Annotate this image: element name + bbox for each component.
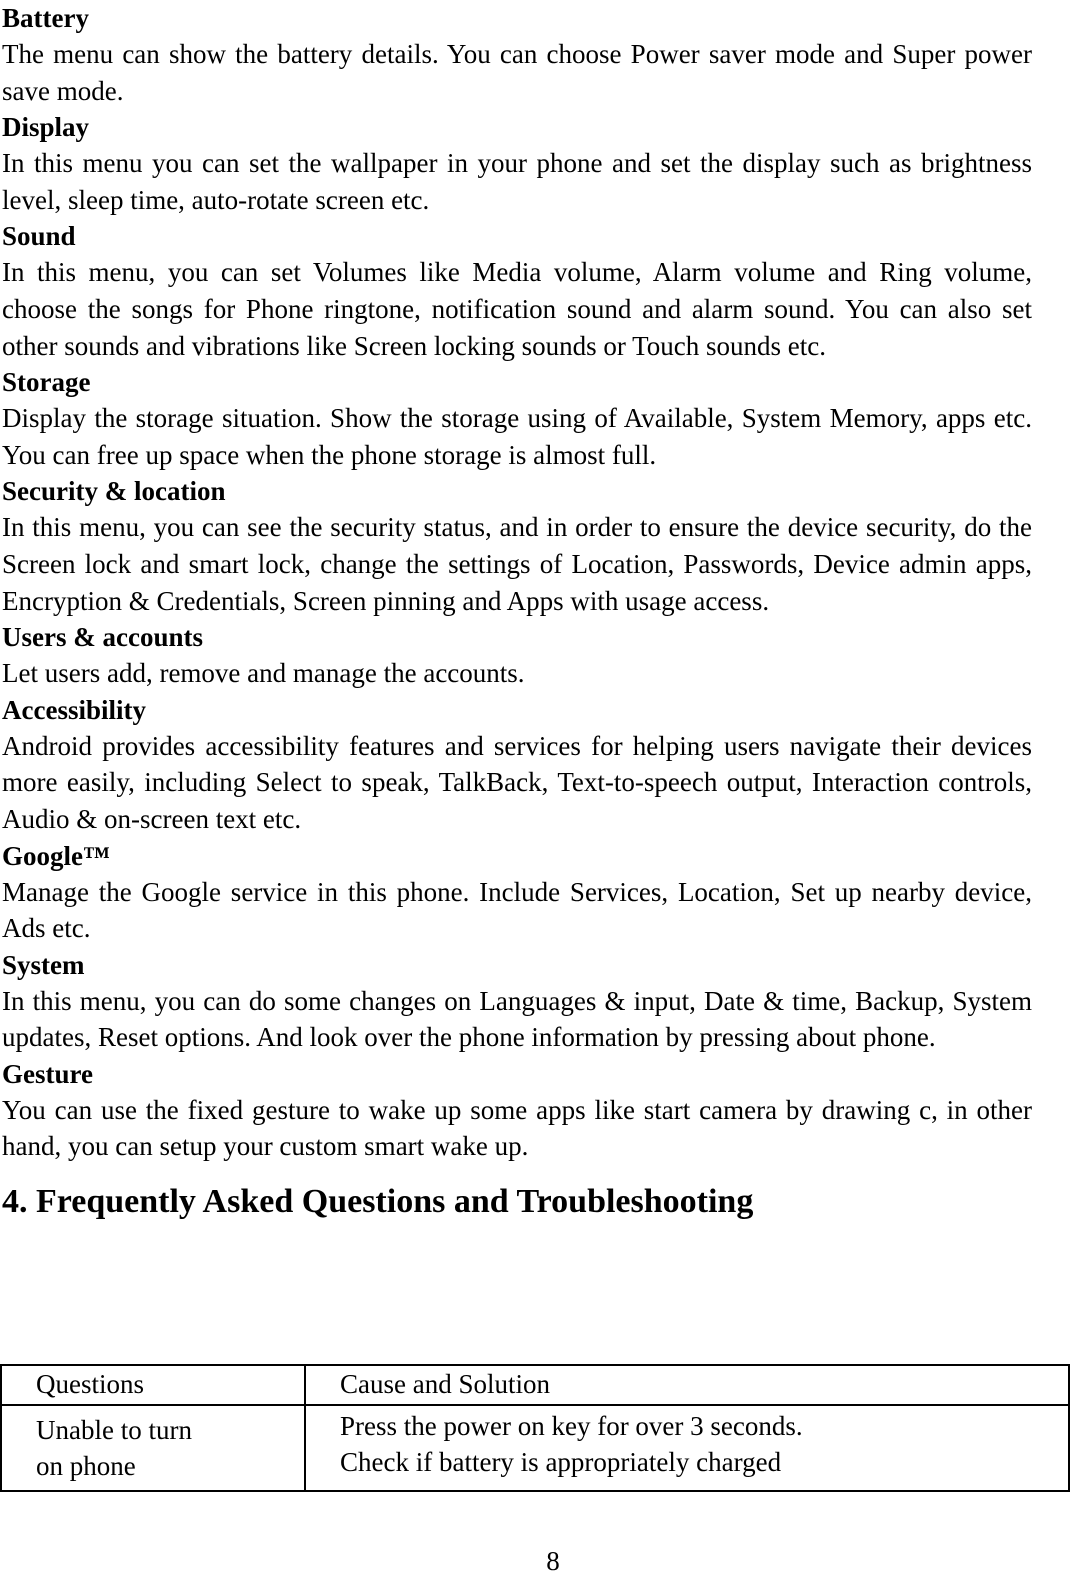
- section-title-battery: Battery: [2, 3, 89, 33]
- page-number: 8: [546, 1546, 560, 1576]
- section-title-accessibility: Accessibility: [2, 694, 146, 725]
- faq-question-line: Unable to turn: [36, 1415, 192, 1445]
- section-body-system: In this menu, you can do some changes on Languages & input, Date & time, Backup, System updates, Reset options. And look over the phone information by pressing about phone.: [2, 985, 1032, 1053]
- section-body-users: Let users add, remove and manage the accounts.: [2, 658, 525, 689]
- faq-question-cell: [1, 1405, 305, 1491]
- section-body-display: In this menu you can set the wallpaper in your phone and set the display such as brightness level, sleep time, auto-rotate screen etc.: [2, 148, 1032, 215]
- faq-answer-cell: [305, 1405, 1069, 1491]
- section-body-gesture: You can use the fixed gesture to wake up some apps like start camera by drawing c, in other hand, you can setup your custom smart wake up.: [2, 1094, 1032, 1162]
- faq-answer-line: Check if battery is appropriately charged: [340, 1447, 782, 1477]
- section-body-google: Manage the Google service in this phone. Include Services, Location, Set up nearby device, Ads etc.: [2, 876, 1032, 944]
- section-title-gesture: Gesture: [2, 1058, 93, 1089]
- faq-header-row: [1, 1365, 1069, 1405]
- section-title-display: Display: [2, 112, 90, 143]
- faq-table: [0, 1364, 1070, 1492]
- document-body: [2, 0, 1032, 1222]
- section-body-storage: Display the storage situation. Show the storage using of Available, System Memory, apps etc. You can free up space when the phone storage is almost full.: [2, 403, 1032, 470]
- faq-heading: 4. Frequently Asked Questions and Troubleshooting: [2, 1183, 754, 1221]
- section-body-accessibility: Android provides accessibility features and services for helping users navigate their devices more easily, including Select to speak, TalkBack, Text-to-speech output, Interaction controls, Audio & on-screen text etc.: [2, 730, 1032, 834]
- section-title-storage: Storage: [2, 367, 91, 398]
- section-title-sound: Sound: [2, 221, 76, 252]
- section-title-google: Google™: [2, 840, 110, 871]
- faq-header-cause: Cause and Solution: [305, 1365, 1069, 1405]
- section-body-sound: In this menu, you can set Volumes like Media volume, Alarm volume and Ring volume, choose the songs for Phone ringtone, notification sound and alarm sound. You can also set other sounds and vibrations like Screen locking sounds or Touch sounds etc.: [2, 257, 1032, 361]
- section-body-security: In this menu, you can see the security status, and in order to ensure the device security, do the Screen lock and smart lock, change the settings of Location, Passwords, Device admin apps, Encryption & Credentials, Screen pinning and Apps with usage access.: [2, 512, 1032, 616]
- section-title-users: Users & accounts: [2, 622, 203, 653]
- faq-header-questions: Questions: [1, 1365, 305, 1405]
- section-title-security: Security & location: [2, 476, 226, 507]
- faq-question-line: on phone: [36, 1451, 136, 1481]
- faq-answer-line: Press the power on key for over 3 seconds.: [340, 1411, 803, 1441]
- section-title-system: System: [2, 949, 85, 980]
- section-body-battery: The menu can show the battery details. You can choose Power saver mode and Super power save mode.: [2, 39, 1032, 106]
- table-row: [1, 1405, 1069, 1491]
